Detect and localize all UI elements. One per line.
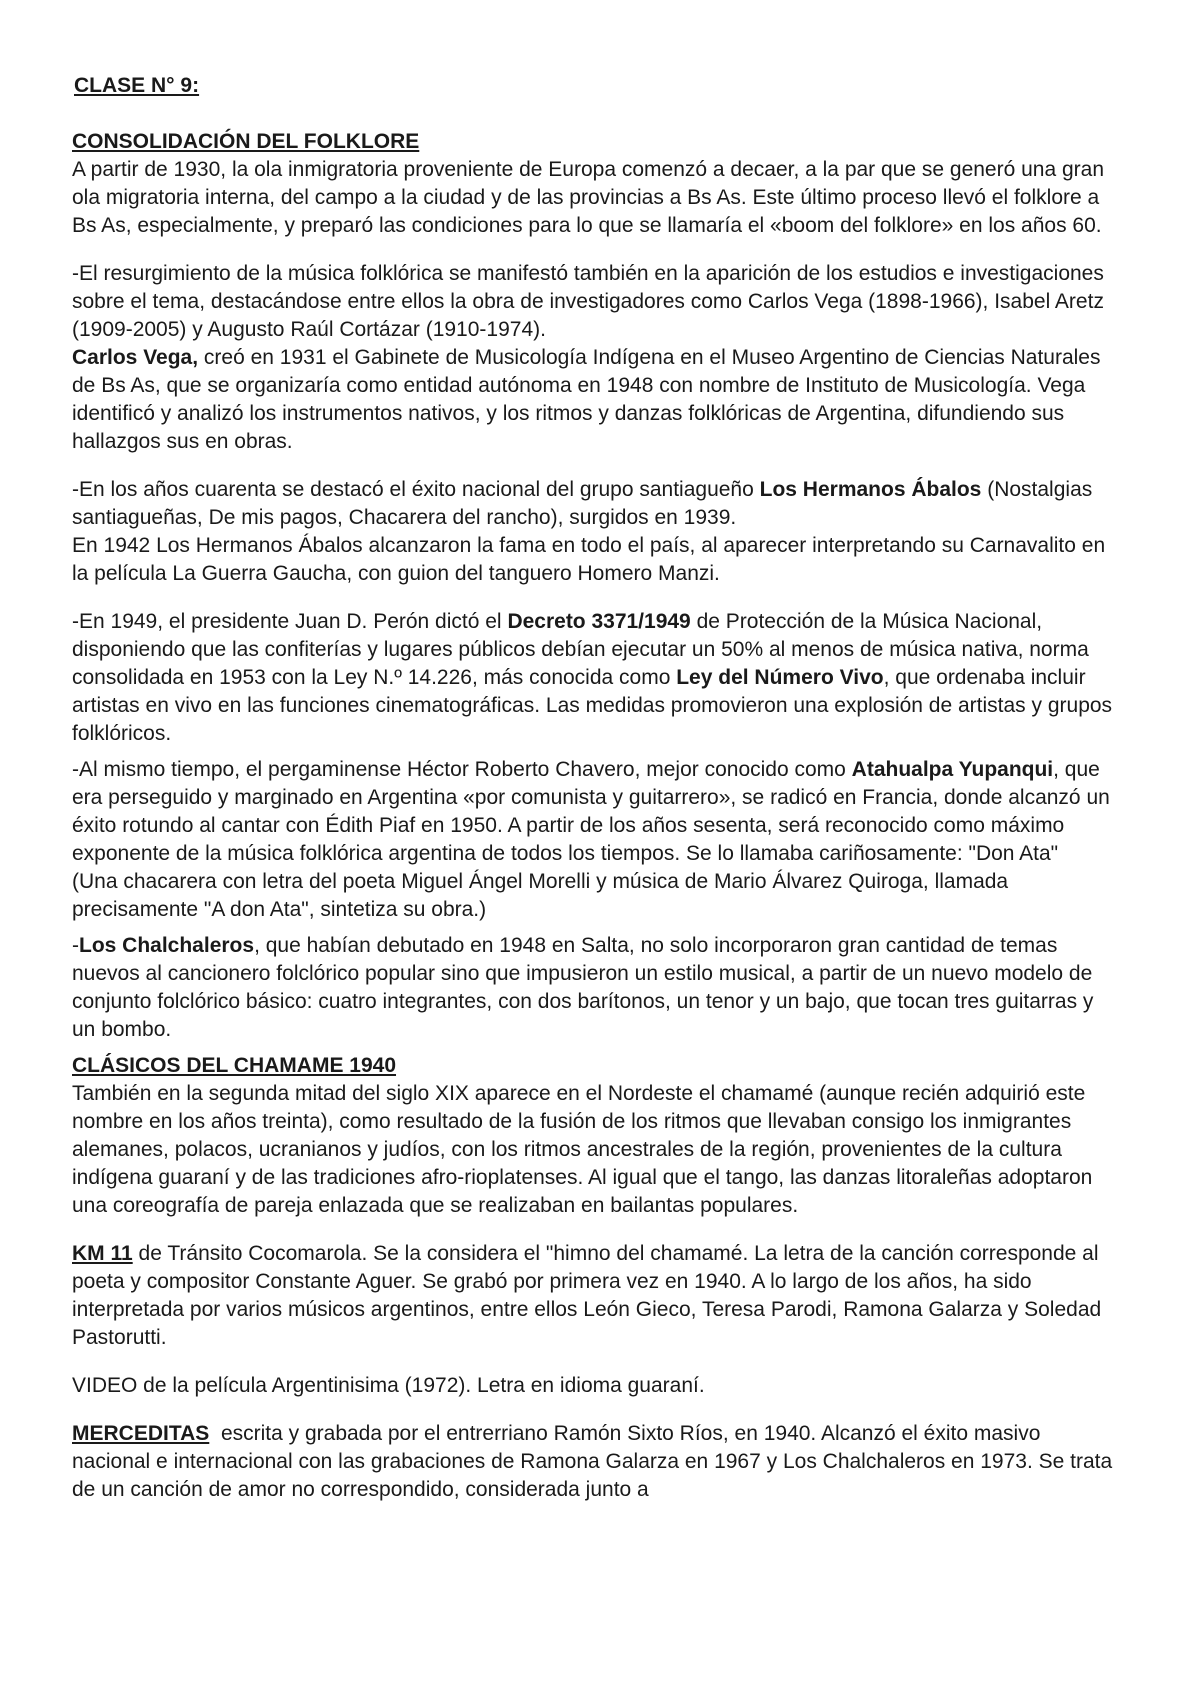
paragraph-yupanqui: -Al mismo tiempo, el pergaminense Héctor Roberto Chavero, mejor conocido como Atahualpa Yupanqui, que era perseguido y marginado en Argentina «por comunista y guitarrero», se radicó en Francia, donde alcanzó un éxito rotundo al cantar con Édith Piaf en 1950. A partir de los años sesenta, será reconocido como máximo exponente de la música folklórica argentina de todos los tiempos. Se lo llamaba cariñosamente: "Don Ata" xyxy=(72,758,1110,865)
paragraph-don-ata: (Una chacarera con letra del poeta Miguel Ángel Morelli y música de Mario Álvarez Quiroga, llamada precisamente "A don Ata", sintetiza su obra.) xyxy=(72,870,1009,921)
paragraph-resurgimiento: -El resurgimiento de la música folklórica se manifestó también en la aparición de los estudios e investigaciones sobre el tema, destacándose entre ellos la obra de investigadores como Carlos Vega (1898-1966), Isabel Aretz (1909-2005) y Augusto Raúl Cortázar (1910-1974). xyxy=(72,262,1104,341)
paragraph-video: VIDEO de la película Argentinisima (1972). Letra en idioma guaraní. xyxy=(72,1374,705,1397)
paragraph-chamame-intro: También en la segunda mitad del siglo XIX aparece en el Nordeste el chamamé (aunque recién adquirió este nombre en los años treinta), como resultado de la fusión de los ritmos que llevaban consigo los inmigrantes alemanes, polacos, ucranianos y judíos, con los ritmos ancestrales de la región, provenientes de la cultura indígena guaraní y de las tradiciones afro-rioplatenses. Al igual que el tango, las danzas litoraleñas adoptaron una coreografía de pareja enlazada que se realizaban en bailantas populares. xyxy=(72,1082,1093,1217)
hermanos-abalos-name: Los Hermanos Ábalos xyxy=(759,478,982,501)
carlos-vega-name: Carlos Vega, xyxy=(72,346,199,369)
km11-title: KM 11 xyxy=(72,1242,133,1265)
paragraph-intro: A partir de 1930, la ola inmigratoria proveniente de Europa comenzó a decaer, a la par que se generó una gran ola migratoria interna, del campo a la ciudad y de las provincias a Bs As. Este último proceso llevó el folklore a Bs As, especialmente, y preparó las condiciones para lo que se llamaría el «boom del folklore» en los años 60. xyxy=(72,158,1105,237)
paragraph-decreto: -En 1949, el presidente Juan D. Perón dictó el Decreto 3371/1949 de Protección de la Música Nacional, disponiendo que las confiterías y lugares públicos debían ejecutar un 50% al menos de música nativa, norma consolidada en 1953 con la Ley N.º 14.226, más conocida como Ley del Número Vivo, que ordenaba incluir artistas en vivo en las funciones cinematográficas. Las medidas promovieron una explosión de artistas y grupos folklóricos. xyxy=(72,610,1113,745)
page-title: CLASE N° 9: xyxy=(74,74,200,97)
atahualpa-yupanqui-name: Atahualpa Yupanqui xyxy=(851,758,1054,781)
merceditas-title: MERCEDITAS xyxy=(72,1422,210,1445)
section-heading-chamame: CLÁSICOS DEL CHAMAME 1940 xyxy=(72,1054,397,1077)
paragraph-abalos-fama: En 1942 Los Hermanos Ábalos alcanzaron la fama en todo el país, al aparecer interpretando su Carnavalito en la película La Guerra Gaucha, con guion del tanguero Homero Manzi. xyxy=(72,534,1106,585)
paragraph-carlos-vega: Carlos Vega, creó en 1931 el Gabinete de Musicología Indígena en el Museo Argentino de Ciencias Naturales de Bs As, que se organizaría como entidad autónoma en 1948 con nombre de Instituto de Musicología. Vega identificó y analizó los instrumentos nativos, y los ritmos y danzas folklóricas de Argentina, difundiendo sus hallazgos sus en obras. xyxy=(72,346,1101,453)
paragraph-km11: KM 11 de Tránsito Cocomarola. Se la considera el "himno del chamamé. La letra de la canción corresponde al poeta y compositor Constante Aguer. Se grabó por primera vez en 1940. A lo largo de los años, ha sido interpretada por varios músicos argentinos, entre ellos León Gieco, Teresa Parodi, Ramona Galarza y Soledad Pastorutti. xyxy=(72,1242,1102,1349)
decreto-name: Decreto 3371/1949 xyxy=(507,610,691,633)
chalchaleros-name: Los Chalchaleros xyxy=(79,934,255,957)
section-heading-consolidacion: CONSOLIDACIÓN DEL FOLKLORE xyxy=(72,130,420,153)
paragraph-chalchaleros: -Los Chalchaleros, que habían debutado en 1948 en Salta, no solo incorporaron gran cantidad de temas nuevos al cancionero folclórico popular sino que impusieron un estilo musical, a partir de un nuevo modelo de conjunto folclórico básico: cuatro integrantes, con dos barítonos, un tenor y un bajo, que tocan tres guitarras y un bombo. xyxy=(72,934,1094,1041)
paragraph-hermanos-abalos: -En los años cuarenta se destacó el éxito nacional del grupo santiagueño Los Hermanos Ábalos (Nostalgias santiagueñas, De mis pagos, Chacarera del rancho), surgidos en 1939. xyxy=(72,478,1093,529)
ley-numero-vivo-name: Ley del Número Vivo xyxy=(676,666,884,689)
paragraph-merceditas: MERCEDITAS escrita y grabada por el entrerriano Ramón Sixto Ríos, en 1940. Alcanzó el éxito masivo nacional e internacional con las grabaciones de Ramona Galarza en 1967 y Los Chalchaleros en 1973. Se trata de un canción de amor no correspondido, considerada junto a xyxy=(72,1422,1119,1501)
